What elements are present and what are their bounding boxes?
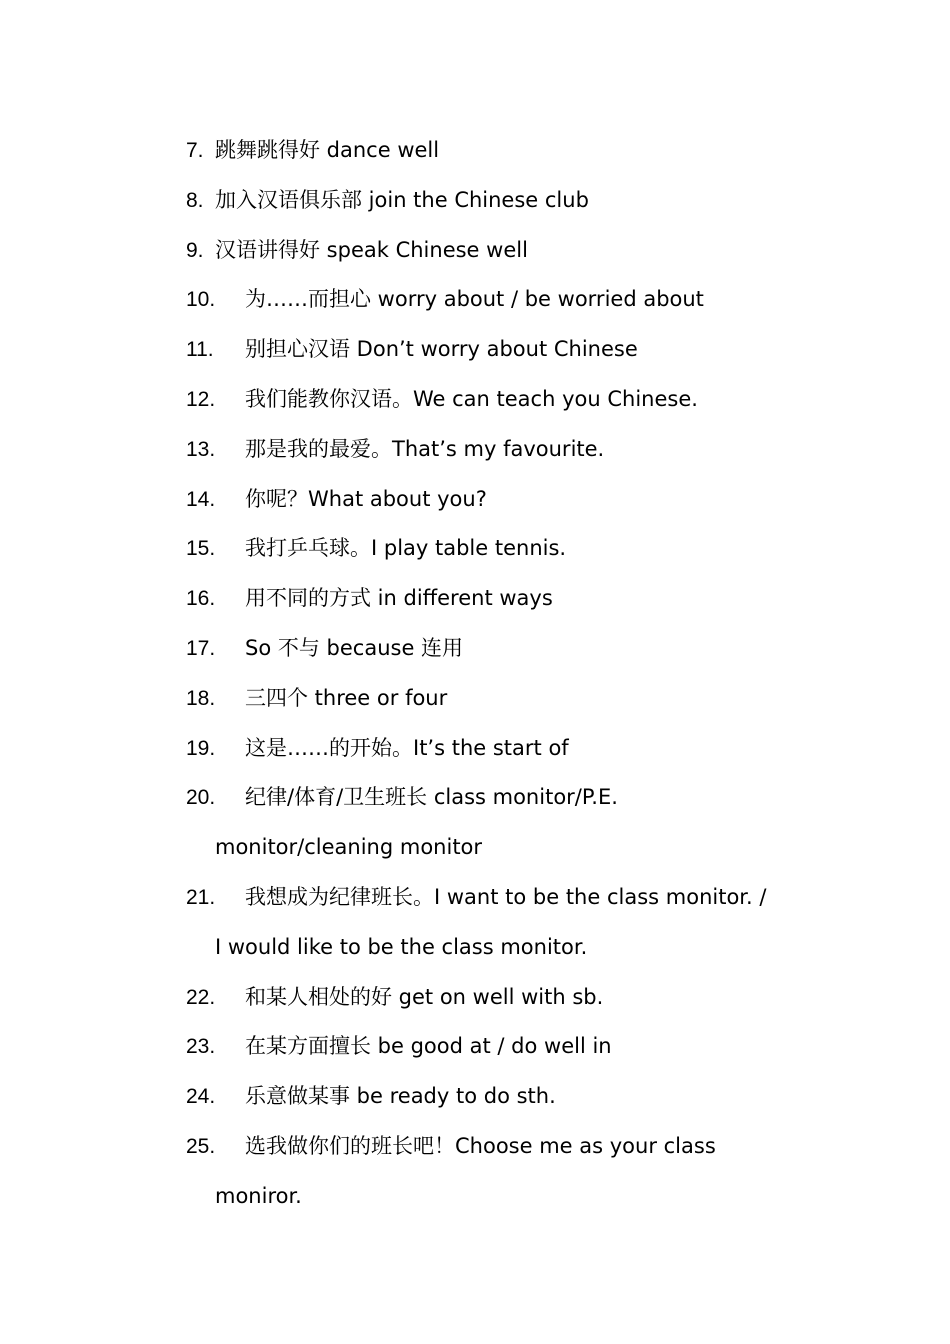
item-text: 跳舞跳得好 dance well <box>215 138 440 162</box>
item-number: 16. <box>186 587 216 611</box>
item-text: So 不与 because 连用 <box>245 635 464 660</box>
list-item <box>186 275 826 325</box>
item-text: 和某人相处的好 get on well with sb. <box>245 984 604 1009</box>
list-item <box>186 773 826 873</box>
list-item <box>186 325 826 375</box>
item-number: 22. <box>186 985 216 1009</box>
item-number: 7. <box>186 139 204 162</box>
list-item <box>186 1022 826 1072</box>
item-text-group <box>215 1122 826 1222</box>
item-text: 你呢？What about you? <box>245 486 487 511</box>
item-text: 我打乒乓球。I play table tennis. <box>245 536 567 561</box>
phrase-list <box>186 126 826 1222</box>
item-text: 汉语讲得好 speak Chinese well <box>215 237 528 262</box>
list-item <box>186 1122 826 1222</box>
list-item <box>186 126 826 176</box>
list-item <box>186 973 826 1023</box>
list-item <box>186 873 826 973</box>
list-item <box>186 475 826 525</box>
item-number: 10. <box>186 288 216 312</box>
list-item <box>186 624 826 674</box>
item-text-continuation: I would like to be the class monitor. <box>215 934 588 959</box>
item-number: 11. <box>186 338 214 362</box>
item-text: 用不同的方式 in different ways <box>245 586 553 611</box>
list-item <box>186 524 826 574</box>
item-text: 乐意做某事 be ready to do sth. <box>245 1084 556 1109</box>
list-item <box>186 574 826 624</box>
item-number: 23. <box>186 1035 216 1059</box>
item-text: 三四个 three or four <box>245 685 448 710</box>
item-text: 在某方面擅长 be good at / do well in <box>245 1034 612 1059</box>
list-item <box>186 1072 826 1122</box>
item-text: 纪律/体育/卫生班长 class monitor/P.E. <box>245 785 618 810</box>
item-number: 17. <box>186 636 216 660</box>
item-text: 加入汉语俱乐部 join the Chinese club <box>215 187 589 212</box>
item-text-group <box>215 773 826 873</box>
item-number: 19. <box>186 736 216 760</box>
item-text-continuation: moniror. <box>215 1183 302 1208</box>
item-text: 选我做你们的班长吧！Choose me as your class <box>245 1133 716 1158</box>
item-text-group <box>215 873 826 973</box>
list-item <box>186 226 826 276</box>
item-text: 我们能教你汉语。We can teach you Chinese. <box>245 386 698 411</box>
item-number: 8. <box>186 188 204 212</box>
list-item <box>186 375 826 425</box>
list-item <box>186 674 826 724</box>
list-item <box>186 425 826 475</box>
item-text: 这是……的开始。It’s the start of <box>245 735 569 760</box>
item-text: 为……而担心 worry about / be worried about <box>245 287 704 312</box>
item-number: 21. <box>186 885 216 909</box>
item-text: 我想成为纪律班长。I want to be the class monitor. / <box>245 884 767 909</box>
item-number: 20. <box>186 786 216 810</box>
item-text: 那是我的最爱。That’s my favourite. <box>245 436 605 461</box>
item-number: 18. <box>186 686 216 710</box>
item-number: 14. <box>186 487 216 511</box>
item-text: 别担心汉语 Don’t worry about Chinese <box>245 337 638 362</box>
list-item <box>186 176 826 226</box>
item-number: 24. <box>186 1085 216 1109</box>
list-item <box>186 724 826 774</box>
item-number: 12. <box>186 387 216 411</box>
item-number: 15. <box>186 537 216 561</box>
item-number: 9. <box>186 238 204 262</box>
item-number: 13. <box>186 437 216 461</box>
item-text-continuation: monitor/cleaning monitor <box>215 835 483 860</box>
item-number: 25. <box>186 1134 216 1158</box>
